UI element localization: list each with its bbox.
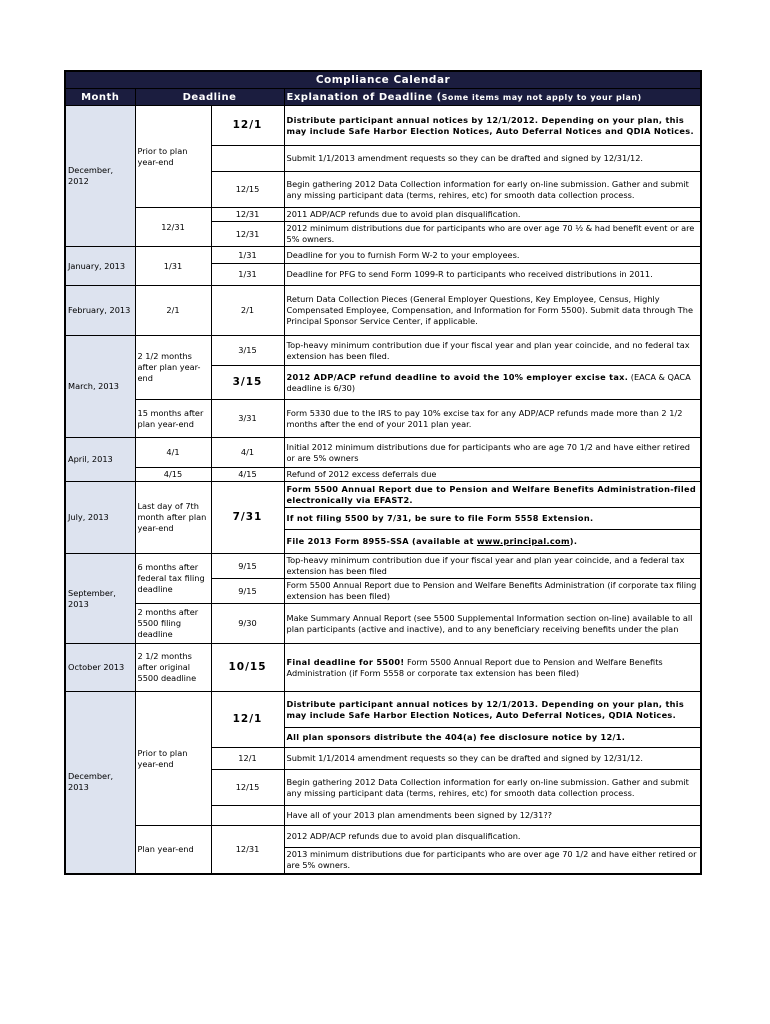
table-row [65,400,701,438]
explanation-cell [284,482,701,508]
explanation-cell: Have all of your 2013 plan amendments been signed by 12/31?? [284,806,701,826]
explanation-bold: If not filing 5500 by 7/31, be sure to file Form 5558 Extension. [286,513,594,523]
table-row [65,692,701,728]
explanation-bold: ). [569,536,578,546]
explanation-text: (EACA & QACA deadline is 6/30) [286,371,691,393]
deadline-date-cell: 12/1 [211,748,284,770]
deadline-group-cell: 2 1/2 months after plan year-end [135,336,211,400]
explanation-cell: Submit 1/1/2013 amendment requests so they can be drafted and signed by 12/31/12. [284,146,701,172]
deadline-date-cell: 1/31 [211,264,284,286]
explanation-cell: Deadline for you to furnish Form W-2 to your employees. [284,247,701,264]
explanation-bold: File 2013 Form 8955-SSA (available at [286,536,477,546]
explanation-cell: 2013 minimum distributions due for participants who are over age 70 1/2 and have either retired or are 5% owners. [284,848,701,874]
explanation-header [284,89,701,106]
table-row [65,286,701,336]
month-cell: September, 2013 [65,554,135,644]
deadline-date-cell: 1/31 [211,247,284,264]
deadline-date-cell: 9/15 [211,554,284,579]
explanation-cell [284,106,701,146]
table-row [65,438,701,468]
deadline-date-cell: 12/31 [211,222,284,247]
month-cell: December, 2013 [65,692,135,874]
deadline-date-cell: 3/31 [211,400,284,438]
calendar-title: Compliance Calendar [65,71,701,89]
explanation-cell: Make Summary Annual Report (see 5500 Supplemental Information section on-line) available to all plan participants (active and inactive), and to any beneficiary receiving benefits under the plan [284,604,701,644]
explanation-cell: Top-heavy minimum contribution due if your fiscal year and plan year coincide, and no federal tax extension has been filed. [284,336,701,366]
deadline-date-cell: 3/15 [211,336,284,366]
explanation-cell [284,530,701,554]
deadline-group-cell: 2 months after 5500 filing deadline [135,604,211,644]
deadline-date-cell [211,146,284,172]
explanation-cell: Return Data Collection Pieces (General Employer Questions, Key Employee, Census, Highly Compensated Employee, Compensation, and Information for Form 5500). Submit data through The Principal Sponsor Service Center, if applicable. [284,286,701,336]
month-cell: January, 2013 [65,247,135,286]
month-cell: December, 2012 [65,106,135,247]
deadline-group-cell: 2/1 [135,286,211,336]
explanation-header-label: Explanation of Deadline ( [286,91,442,103]
explanation-bold: Distribute participant annual notices by 12/1/2013. Depending on your plan, this may include Safe Harbor Election Notices, Auto Deferral Notices, QDIA Notices. [286,698,685,720]
explanation-cell: Begin gathering 2012 Data Collection information for early on-line submission. Gather and submit any missing participant data (terms, rehires, etc) for smooth data collection process. [284,770,701,806]
table-row [65,482,701,508]
deadline-group-cell: 1/31 [135,247,211,286]
explanation-cell: Form 5330 due to the IRS to pay 10% excise tax for any ADP/ACP refunds made more than 2 1/2 months after the end of your 2011 plan year. [284,400,701,438]
explanation-cell [284,644,701,692]
table-row [65,468,701,482]
deadline-group-cell: 12/31 [135,208,211,247]
deadline-group-cell: Last day of 7th month after plan year-end [135,482,211,554]
deadline-group-cell: 4/15 [135,468,211,482]
month-cell: April, 2013 [65,438,135,482]
deadline-date-cell: 12/31 [211,826,284,874]
deadline-date-cell: 4/15 [211,468,284,482]
deadline-date-cell: 12/31 [211,208,284,222]
explanation-cell: 2011 ADP/ACP refunds due to avoid plan disqualification. [284,208,701,222]
explanation-cell: Initial 2012 minimum distributions due for participants who are age 70 1/2 and have either retired or are 5% owners [284,438,701,468]
deadline-date-cell: 12/15 [211,770,284,806]
deadline-group-cell: 15 months after plan year-end [135,400,211,438]
month-cell: March, 2013 [65,336,135,438]
deadline-group-cell: Plan year-end [135,826,211,874]
deadline-group-cell: Prior to plan year-end [135,106,211,208]
explanation-cell [284,692,701,728]
deadline-group-cell: 4/1 [135,438,211,468]
deadline-date-cell: 7/31 [211,482,284,554]
principal-link[interactable]: www.principal.com [476,536,570,546]
deadline-group-cell: Prior to plan year-end [135,692,211,826]
explanation-cell: Begin gathering 2012 Data Collection information for early on-line submission. Gather and submit any missing participant data (terms, rehires, etc) for smooth data collection process. [284,172,701,208]
deadline-date-cell: 10/15 [211,644,284,692]
deadline-group-cell: 2 1/2 months after original 5500 deadline [135,644,211,692]
explanation-bold: Distribute participant annual notices by 12/1/2012. Depending on your plan, this may include Safe Harbor Election Notices, Auto Deferral Notices and QDIA Notices. [286,114,694,136]
explanation-bold: 2012 ADP/ACP refund deadline to avoid the 10% employer excise tax. [286,371,629,382]
deadline-date-cell [211,806,284,826]
explanation-cell [284,508,701,530]
table-row [65,336,701,366]
deadline-date-cell: 12/1 [211,106,284,146]
explanation-cell: Submit 1/1/2014 amendment requests so they can be drafted and signed by 12/31/12. [284,748,701,770]
explanation-cell: 2012 ADP/ACP refunds due to avoid plan disqualification. [284,826,701,848]
deadline-date-cell: 2/1 [211,286,284,336]
explanation-cell: 2012 minimum distributions due for participants who are over age 70 ½ & had benefit event or are 5% owners. [284,222,701,247]
explanation-bold: Final deadline for 5500! [286,656,405,667]
table-row [65,208,701,222]
table-row [65,604,701,644]
explanation-cell: Deadline for PFG to send Form 1099-R to participants who received distributions in 2011. [284,264,701,286]
compliance-calendar-table [64,70,702,875]
explanation-bold: Form 5500 Annual Report due to Pension and Welfare Benefits Administration-filed electronically via EFAST2. [286,483,696,505]
deadline-header: Deadline [135,89,284,106]
month-header: Month [65,89,135,106]
deadline-date-cell: 3/15 [211,366,284,400]
explanation-header-note: Some items may not apply to your plan) [441,92,642,102]
month-cell: February, 2013 [65,286,135,336]
explanation-cell: Top-heavy minimum contribution due if your fiscal year and plan year coincide, and a federal tax extension has been filed [284,554,701,579]
explanation-cell [284,366,701,400]
table-row [65,247,701,264]
explanation-bold: All plan sponsors distribute the 404(a) fee disclosure notice by 12/1. [286,732,626,742]
table-row [65,644,701,692]
explanation-cell [284,728,701,748]
explanation-cell: Form 5500 Annual Report due to Pension and Welfare Benefits Administration (if corporate tax filing extension has been filed) [284,579,701,604]
deadline-group-cell: 6 months after federal tax filing deadline [135,554,211,604]
table-row [65,554,701,579]
explanation-text: Form 5500 Annual Report due to Pension and Welfare Benefits Administration (if Form 5558 or corporate tax extension has been filed) [286,656,663,678]
table-row [65,826,701,848]
month-cell: July, 2013 [65,482,135,554]
deadline-date-cell: 4/1 [211,438,284,468]
table-row [65,106,701,146]
deadline-date-cell: 12/1 [211,692,284,748]
month-cell: October 2013 [65,644,135,692]
deadline-date-cell: 9/15 [211,579,284,604]
deadline-date-cell: 12/15 [211,172,284,208]
explanation-cell: Refund of 2012 excess deferrals due [284,468,701,482]
deadline-date-cell: 9/30 [211,604,284,644]
